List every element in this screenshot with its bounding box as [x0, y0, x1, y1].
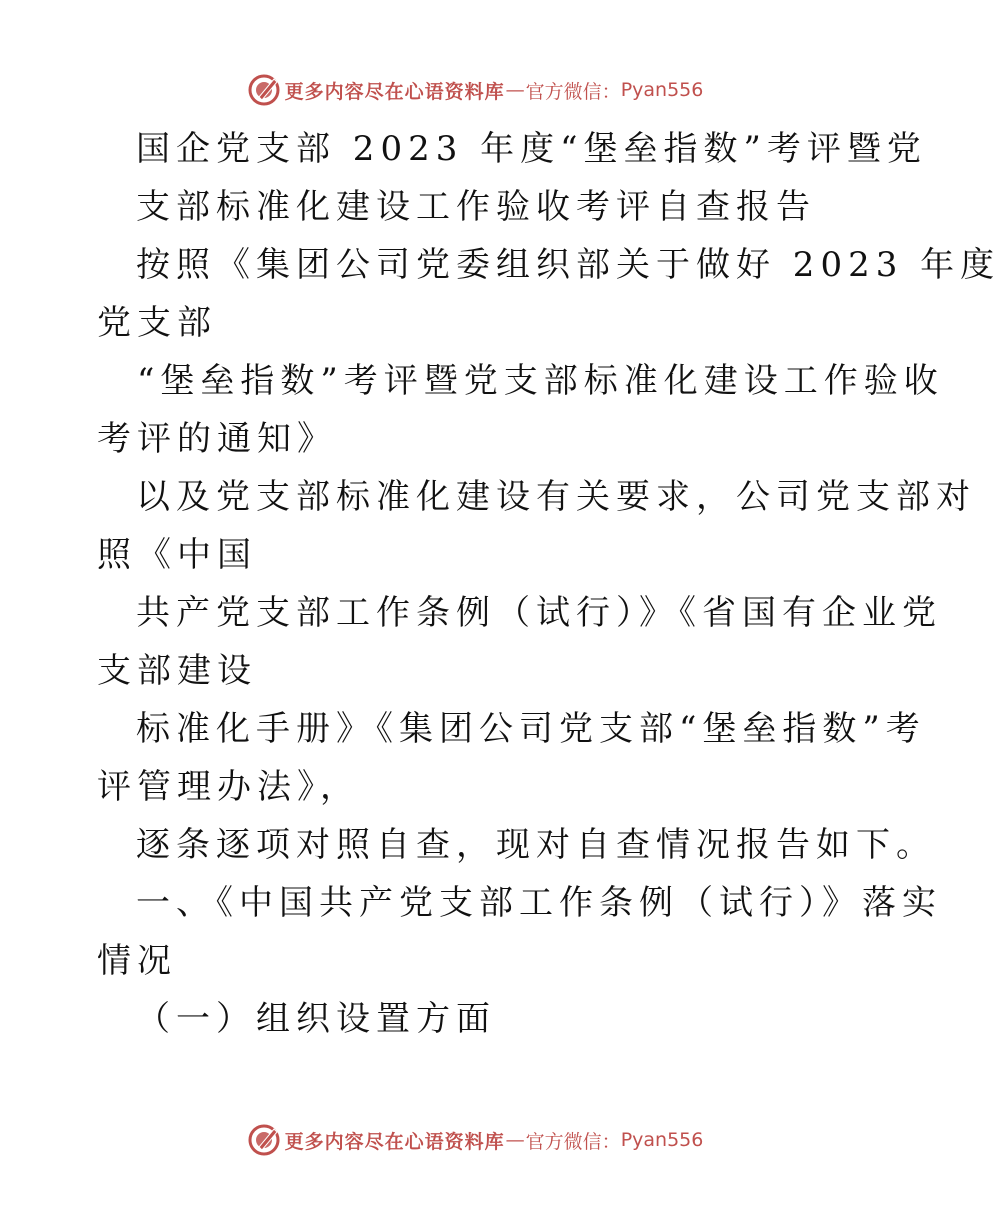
watermark-wechat-id: Pyan556	[620, 79, 704, 101]
watermark-text: 更多内容尽在心语资料库	[284, 1130, 505, 1153]
paragraph-line: 共产党支部工作条例（试行）》《省国有企业党	[136, 593, 942, 633]
pen-circle-logo-icon	[247, 1123, 281, 1157]
paragraph-line: 逐条逐项对照自查，现对自查情况报告如下。	[136, 825, 936, 865]
subsection-heading: （一）组织设置方面	[136, 999, 496, 1039]
watermark-wechat-label: 官方微信：	[525, 80, 621, 103]
title-line-1: 国企党支部 2023 年度“堡垒指数”考评暨党	[136, 129, 927, 169]
document-body	[97, 120, 1000, 1048]
paragraph-line: 按照《集团公司党委组织部关于做好 2023 年度	[136, 245, 1000, 285]
paragraph-line: 照《中国	[97, 535, 257, 575]
paragraph-line: 考评的通知》	[97, 419, 337, 459]
watermark-text: 更多内容尽在心语资料库	[284, 80, 505, 103]
section-heading-continuation: 情况	[97, 941, 177, 981]
watermark-footer	[0, 1120, 950, 1160]
paragraph-line: “堡垒指数”考评暨党支部标准化建设工作验收	[137, 361, 944, 401]
paragraph-line: 标准化手册》《集团公司党支部“堡垒指数”考	[136, 709, 926, 749]
paragraph-line: 党支部	[97, 303, 217, 343]
section-heading: 一、《中国共产党支部工作条例（试行）》落实	[136, 883, 942, 923]
watermark-header	[0, 70, 950, 110]
pen-circle-logo-icon	[247, 73, 281, 107]
watermark-dash: —	[505, 79, 525, 101]
watermark-wechat-id: Pyan556	[620, 1129, 704, 1151]
watermark-dash: —	[505, 1129, 525, 1151]
paragraph-line: 评管理办法》，	[97, 767, 360, 807]
watermark-wechat-label: 官方微信：	[525, 1130, 621, 1153]
paragraph-line: 以及党支部标准化建设有关要求，公司党支部对	[136, 477, 976, 517]
title-line-2: 支部标准化建设工作验收考评自查报告	[136, 187, 816, 227]
paragraph-line: 支部建设	[97, 651, 257, 691]
